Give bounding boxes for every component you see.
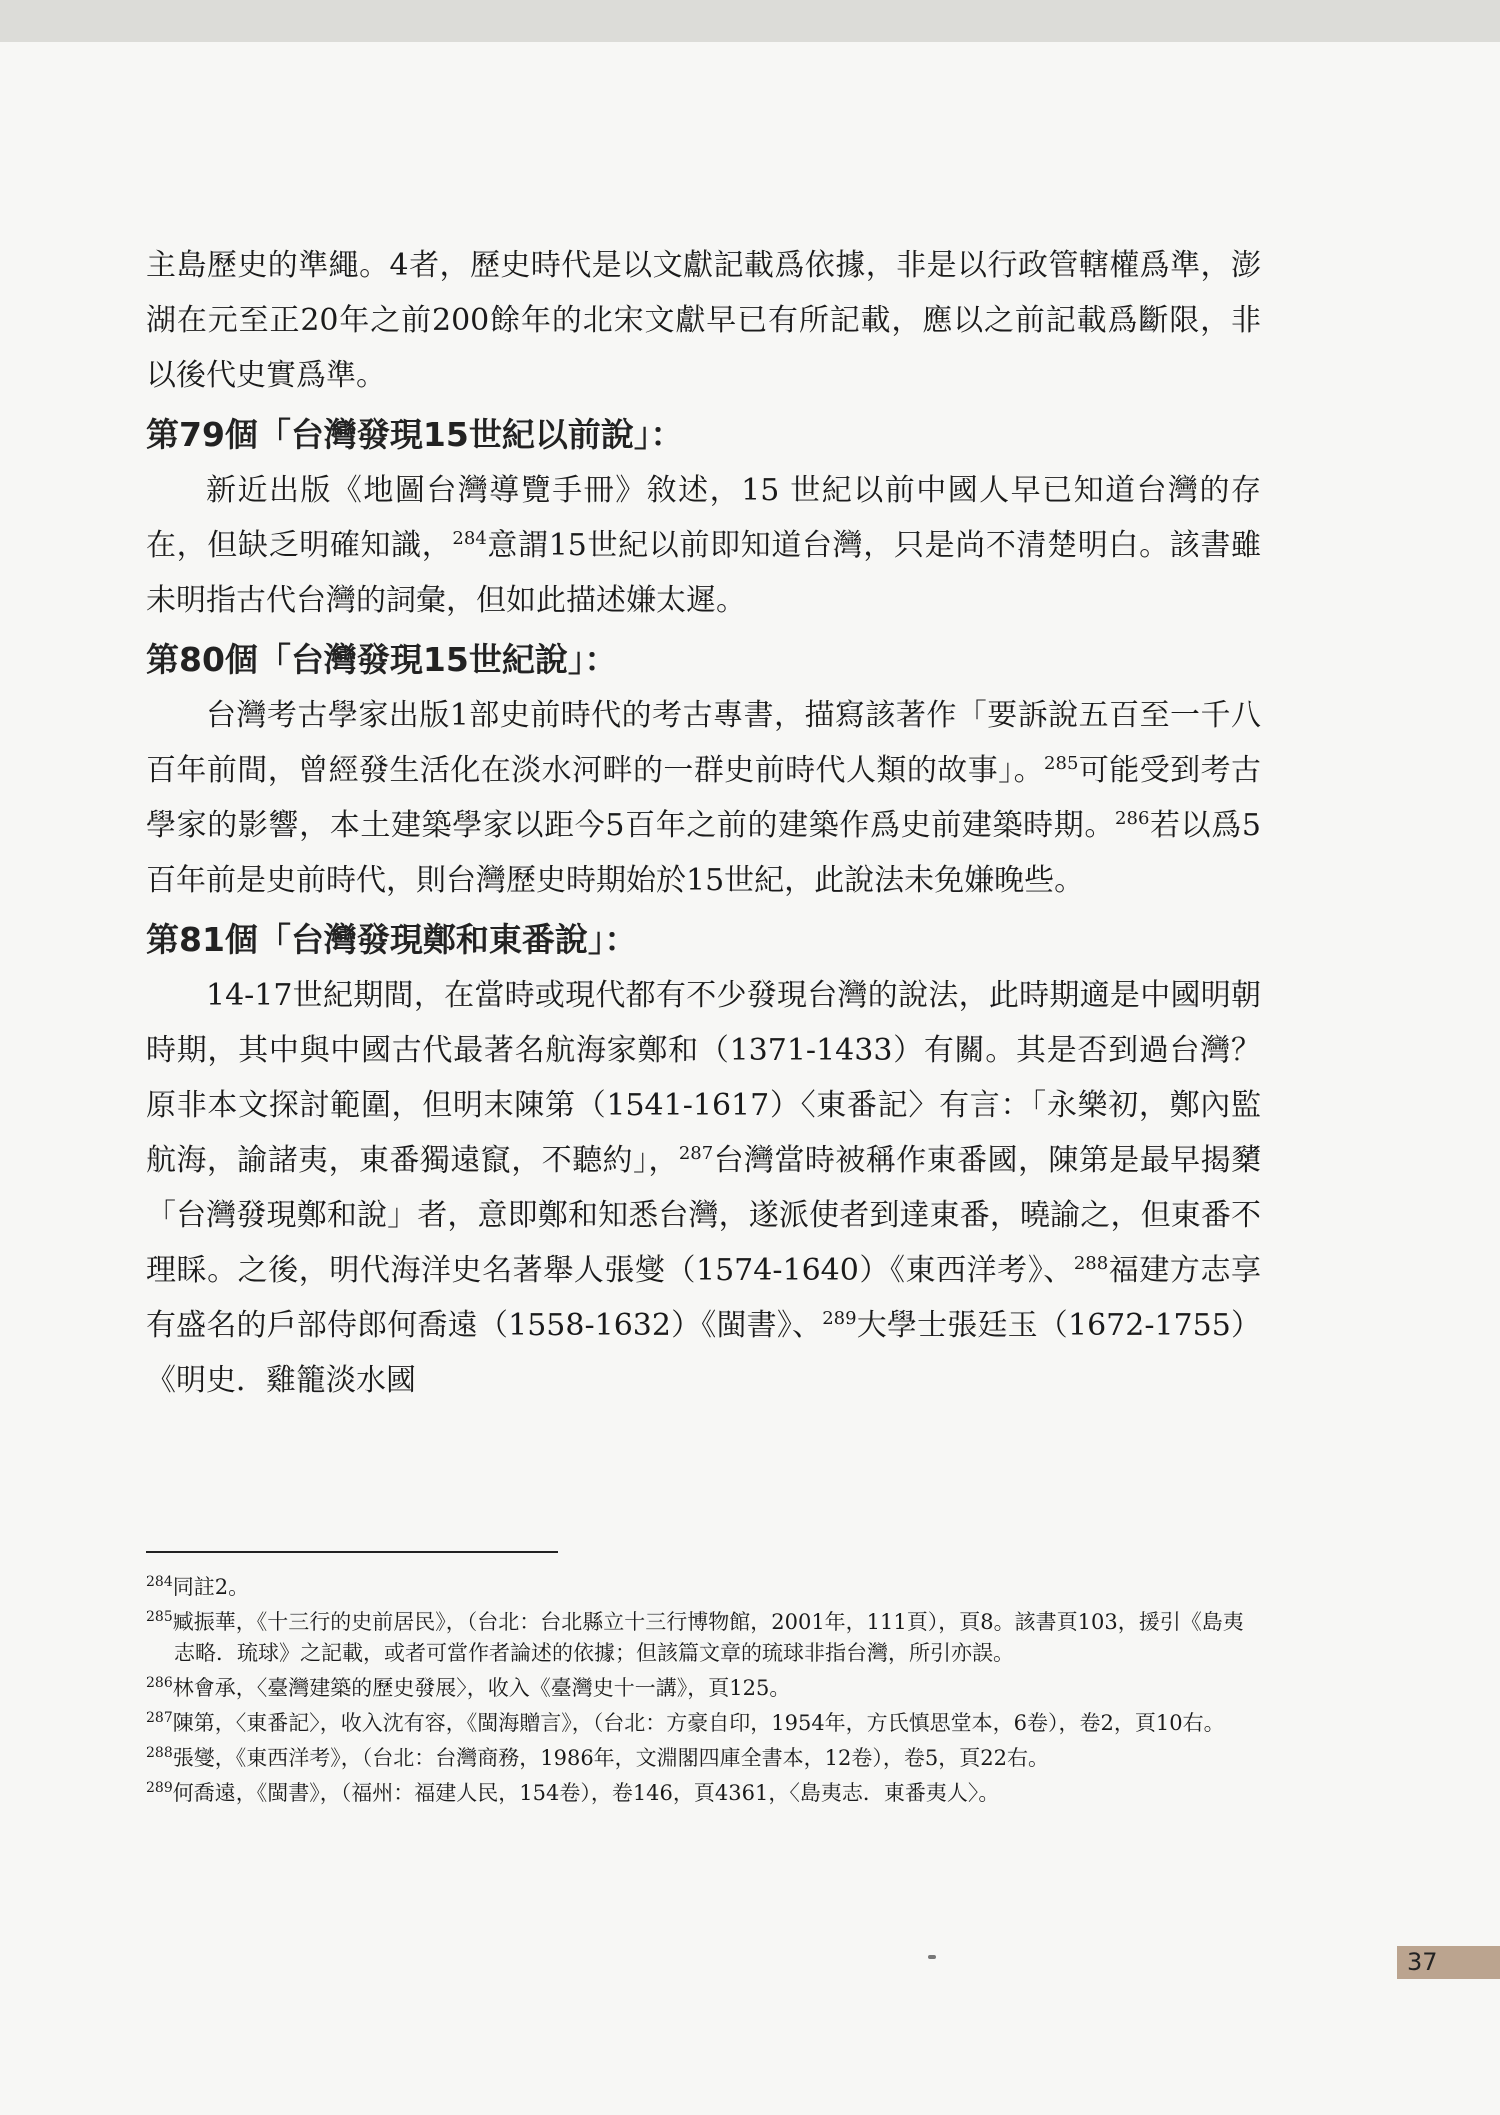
- footnote-289: [146, 1778, 1261, 1809]
- footnote-number: 286: [146, 1675, 173, 1691]
- paragraph-81: [146, 968, 1261, 1408]
- footnote-text: 臧振華，《十三行的史前居民》，（台北：台北縣立十三行博物館，2001年，111頁），頁8。該書頁103，援引《島夷志略．琉球》之記載，或者可當作者論述的依據；但該篇文章的琉球非指台灣，所引亦誤。: [172, 1610, 1244, 1665]
- paragraph-intro: 主島歷史的準繩。4者，歷史時代是以文獻記載爲依據，非是以行政管轄權爲準，澎湖在元至正20年之前200餘年的北宋文獻早已有所記載，應以之前記載爲斷限，非以後代史實爲準。: [146, 248, 1261, 393]
- paragraph-81-part2: 台灣當時被稱作東番國，陳第是最早揭櫫「台灣發現鄭和說」者，意即鄭和知悉台灣，遂派使者到達東番，曉諭之，但東番不理睬。之後，明代海洋史名著舉人張燮（1574-1640）《東西洋考》、: [146, 1143, 1262, 1288]
- footnote-text: 張燮，《東西洋考》，（台北：台灣商務，1986年，文淵閣四庫全書本，12卷），卷5，頁22右。: [172, 1746, 1049, 1770]
- footnote-286: [146, 1673, 1261, 1704]
- paragraph-80-part1: 台灣考古學家出版1部史前時代的考古專書，描寫該著作「要訴說五百至一千八百年前間，曾經發生活化在淡水河畔的一群史前時代人類的故事」。: [146, 698, 1261, 788]
- section-heading-80: 第80個「台灣發現15世紀說」：: [146, 640, 618, 679]
- footnote-ref-289: 289: [822, 1308, 857, 1329]
- footnote-ref-285: 285: [1044, 753, 1079, 774]
- section-heading-81: 第81個「台灣發現鄭和東番說」：: [146, 920, 638, 959]
- footnote-288: [146, 1743, 1261, 1774]
- footnote-text: 陳第，〈東番記〉，收入沈有容，《閩海贈言》，（台北：方豪自印，1954年，方氏慎思堂本，6卷），卷2，頁10右。: [172, 1711, 1225, 1735]
- footnote-284: [146, 1572, 1261, 1603]
- paragraph-81-part4: 大學士張廷玉（1672-1755）《明史．雞籠淡水國: [146, 1308, 1261, 1398]
- footnote-287: [146, 1708, 1261, 1739]
- footnote-ref-288: 288: [1073, 1253, 1109, 1274]
- footnote-text: 何喬遠，《閩書》，（福州：福建人民，154卷），卷146，頁4361，〈島夷志．東番夷人〉。: [172, 1781, 1000, 1805]
- footnote-ref-287: 287: [678, 1143, 714, 1164]
- footnote-ref-286: 286: [1115, 808, 1150, 829]
- paragraph-79-part2: 意謂15世紀以前即知道台灣，只是尚不清楚明白。該書雖未明指古代台灣的詞彙，但如此描述嫌太遲。: [146, 528, 1261, 618]
- paragraph-81-part3: 福建方志享有盛名的戶部侍郎何喬遠（1558-1632）《閩書》、: [146, 1253, 1261, 1343]
- paragraph-81-part1: 14-17世紀期間，在當時或現代都有不少發現台灣的說法，此時期適是中國明朝時期，其中與中國古代最著名航海家鄭和（1371-1433）有關。其是否到過台灣？原非本文探討範圍，但明末陳第（1541-1617）〈東番記〉有言：「永樂初，鄭內監航海，諭諸夷，東番獨遠竄，不聽約」，: [146, 978, 1261, 1178]
- footnote-285: [146, 1607, 1261, 1669]
- scan-top-band: [0, 0, 1500, 42]
- scan-speck: [928, 1955, 936, 1959]
- page-number: 37: [1397, 1946, 1500, 1979]
- section-heading-79: 第79個「台灣發現15世紀以前說」：: [146, 415, 684, 454]
- footnotes: [146, 1572, 1261, 1813]
- paragraph-80-part2: 可能受到考古學家的影響，本土建築學家以距今5百年之前的建築作爲史前建築時期。: [146, 753, 1262, 843]
- footnote-divider: [146, 1551, 558, 1553]
- footnote-text: 同註2。: [172, 1575, 250, 1599]
- footnote-ref-284: 284: [452, 528, 487, 549]
- paragraph-79: [146, 463, 1261, 628]
- main-text: [146, 238, 1261, 1408]
- footnote-number: 284: [146, 1574, 173, 1590]
- footnote-text: 林會承，〈臺灣建築的歷史發展〉，收入《臺灣史十一講》，頁125。: [172, 1676, 791, 1700]
- footnote-number: 289: [146, 1780, 173, 1796]
- footnote-number: 285: [146, 1609, 173, 1625]
- paragraph-80-part3: 若以爲5百年前是史前時代，則台灣歷史時期始於15世紀，此說法未免嫌晚些。: [146, 808, 1261, 898]
- paragraph-79-part1: 新近出版《地圖台灣導覽手冊》敘述，15 世紀以前中國人早已知道台灣的存在，但缺乏明確知識，: [146, 473, 1261, 563]
- paragraph-80: [146, 688, 1261, 908]
- footnote-number: 288: [146, 1745, 173, 1761]
- footnote-number: 287: [146, 1710, 173, 1726]
